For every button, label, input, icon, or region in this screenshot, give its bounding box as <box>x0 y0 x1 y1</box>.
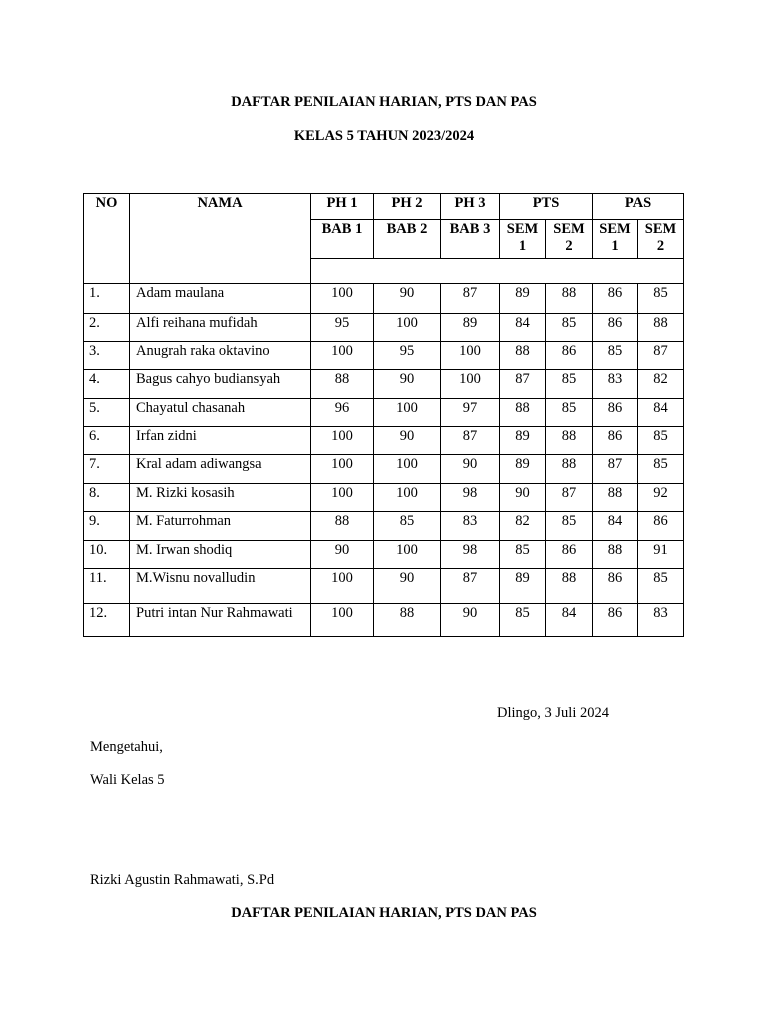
score-ph1: 100 <box>311 455 374 484</box>
score-ph2: 95 <box>374 342 441 370</box>
score-ph3: 87 <box>441 427 500 455</box>
table-row <box>84 370 684 399</box>
document-title: DAFTAR PENILAIAN HARIAN, PTS DAN PAS <box>231 94 537 110</box>
grade-rows <box>84 284 684 637</box>
header-pts-sem2: SEM 2 <box>546 220 593 259</box>
document-subtitle: KELAS 5 TAHUN 2023/2024 <box>293 128 475 144</box>
student-name: M. Rizki kosasih <box>130 484 311 512</box>
table-row <box>84 541 684 569</box>
score-ph2: 90 <box>374 427 441 455</box>
header-pas-sem2: SEM 2 <box>638 220 684 259</box>
score-ph3: 87 <box>441 284 500 314</box>
score-pas2: 85 <box>638 284 684 314</box>
row-number: 5. <box>84 399 130 427</box>
score-pas1: 86 <box>593 284 638 314</box>
row-number: 9. <box>84 512 130 541</box>
score-pas2: 92 <box>638 484 684 512</box>
row-number: 8. <box>84 484 130 512</box>
score-pts2: 88 <box>546 455 593 484</box>
header-no: NO <box>84 194 130 284</box>
row-number: 2. <box>84 314 130 342</box>
score-pts1: 85 <box>500 541 546 569</box>
score-ph1: 88 <box>311 370 374 399</box>
header-bab1: BAB 1 <box>311 220 374 259</box>
header-ph1: PH 1 <box>311 194 374 220</box>
score-ph1: 100 <box>311 604 374 637</box>
student-name: Anugrah raka oktavino <box>130 342 311 370</box>
score-pts2: 86 <box>546 541 593 569</box>
score-pts1: 82 <box>500 512 546 541</box>
score-pts2: 85 <box>546 512 593 541</box>
header-nama: NAMA <box>130 194 311 284</box>
score-pas1: 88 <box>593 541 638 569</box>
header-blank <box>311 259 684 284</box>
score-ph1: 96 <box>311 399 374 427</box>
row-number: 4. <box>84 370 130 399</box>
table-row <box>84 569 684 604</box>
score-ph2: 85 <box>374 512 441 541</box>
score-ph1: 100 <box>311 284 374 314</box>
score-pas1: 87 <box>593 455 638 484</box>
table-row <box>84 604 684 637</box>
document-title-repeat: DAFTAR PENILAIAN HARIAN, PTS DAN PAS <box>231 905 537 921</box>
score-pts2: 85 <box>546 399 593 427</box>
score-ph1: 88 <box>311 512 374 541</box>
student-name: Putri intan Nur Rahmawati <box>130 604 311 637</box>
score-ph3: 98 <box>441 541 500 569</box>
score-pas1: 85 <box>593 342 638 370</box>
student-name: Alfi reihana mufidah <box>130 314 311 342</box>
score-pas1: 86 <box>593 399 638 427</box>
score-ph2: 100 <box>374 484 441 512</box>
table-row <box>84 342 684 370</box>
score-pas1: 88 <box>593 484 638 512</box>
score-ph3: 100 <box>441 342 500 370</box>
acknowledge-label: Mengetahui, <box>90 739 163 755</box>
score-pas2: 91 <box>638 541 684 569</box>
header-pas-sem1: SEM 1 <box>593 220 638 259</box>
score-ph2: 100 <box>374 399 441 427</box>
score-ph3: 90 <box>441 455 500 484</box>
place-date: Dlingo, 3 Juli 2024 <box>497 705 609 721</box>
header-ph2: PH 2 <box>374 194 441 220</box>
score-ph1: 90 <box>311 541 374 569</box>
score-pts2: 88 <box>546 427 593 455</box>
table-row <box>84 284 684 314</box>
score-ph2: 90 <box>374 284 441 314</box>
header-ph3: PH 3 <box>441 194 500 220</box>
score-pas2: 83 <box>638 604 684 637</box>
score-pts2: 87 <box>546 484 593 512</box>
score-pts2: 88 <box>546 569 593 604</box>
score-ph3: 98 <box>441 484 500 512</box>
table-row <box>84 314 684 342</box>
score-pts1: 89 <box>500 455 546 484</box>
row-number: 7. <box>84 455 130 484</box>
score-pas1: 83 <box>593 370 638 399</box>
row-number: 10. <box>84 541 130 569</box>
score-ph3: 97 <box>441 399 500 427</box>
score-pts1: 89 <box>500 427 546 455</box>
table-row <box>84 399 684 427</box>
score-pas2: 82 <box>638 370 684 399</box>
table-row <box>84 512 684 541</box>
score-pas2: 86 <box>638 512 684 541</box>
row-number: 1. <box>84 284 130 314</box>
score-ph1: 100 <box>311 427 374 455</box>
score-pas2: 85 <box>638 427 684 455</box>
header-bab2: BAB 2 <box>374 220 441 259</box>
score-pts1: 90 <box>500 484 546 512</box>
header-pas: PAS <box>593 194 684 220</box>
score-pts1: 88 <box>500 399 546 427</box>
score-pas1: 86 <box>593 569 638 604</box>
score-pas2: 85 <box>638 455 684 484</box>
score-ph2: 88 <box>374 604 441 637</box>
score-pas2: 84 <box>638 399 684 427</box>
row-number: 6. <box>84 427 130 455</box>
score-pts1: 87 <box>500 370 546 399</box>
row-number: 3. <box>84 342 130 370</box>
student-name: M. Faturrohman <box>130 512 311 541</box>
score-pts2: 88 <box>546 284 593 314</box>
table-row <box>84 484 684 512</box>
header-pts-sem1: SEM 1 <box>500 220 546 259</box>
score-pas2: 85 <box>638 569 684 604</box>
signer-name: Rizki Agustin Rahmawati, S.Pd <box>90 872 275 888</box>
row-number: 12. <box>84 604 130 637</box>
score-pas1: 86 <box>593 427 638 455</box>
score-ph1: 100 <box>311 342 374 370</box>
student-name: Adam maulana <box>130 284 311 314</box>
header-bab3: BAB 3 <box>441 220 500 259</box>
score-ph3: 90 <box>441 604 500 637</box>
student-name: M. Irwan shodiq <box>130 541 311 569</box>
grades-table <box>83 193 684 637</box>
score-ph2: 100 <box>374 455 441 484</box>
score-pas1: 86 <box>593 314 638 342</box>
score-pts2: 85 <box>546 370 593 399</box>
score-ph2: 100 <box>374 314 441 342</box>
header-row-1 <box>84 194 684 220</box>
score-ph3: 83 <box>441 512 500 541</box>
score-pts1: 89 <box>500 284 546 314</box>
row-number: 11. <box>84 569 130 604</box>
score-ph3: 87 <box>441 569 500 604</box>
score-pts1: 85 <box>500 604 546 637</box>
score-ph2: 90 <box>374 370 441 399</box>
score-pas2: 87 <box>638 342 684 370</box>
score-pts1: 89 <box>500 569 546 604</box>
student-name: Chayatul chasanah <box>130 399 311 427</box>
student-name: Kral adam adiwangsa <box>130 455 311 484</box>
table-row <box>84 455 684 484</box>
score-pas1: 84 <box>593 512 638 541</box>
score-pts1: 84 <box>500 314 546 342</box>
score-pts2: 86 <box>546 342 593 370</box>
score-ph3: 100 <box>441 370 500 399</box>
student-name: Irfan zidni <box>130 427 311 455</box>
score-ph2: 100 <box>374 541 441 569</box>
header-pts: PTS <box>500 194 593 220</box>
student-name: Bagus cahyo budiansyah <box>130 370 311 399</box>
score-pas2: 88 <box>638 314 684 342</box>
score-pts2: 85 <box>546 314 593 342</box>
score-ph3: 89 <box>441 314 500 342</box>
score-ph1: 100 <box>311 569 374 604</box>
score-ph2: 90 <box>374 569 441 604</box>
role-label: Wali Kelas 5 <box>90 772 165 788</box>
table-row <box>84 427 684 455</box>
score-pas1: 86 <box>593 604 638 637</box>
score-pts1: 88 <box>500 342 546 370</box>
score-ph1: 100 <box>311 484 374 512</box>
student-name: M.Wisnu novalludin <box>130 569 311 604</box>
score-pts2: 84 <box>546 604 593 637</box>
score-ph1: 95 <box>311 314 374 342</box>
